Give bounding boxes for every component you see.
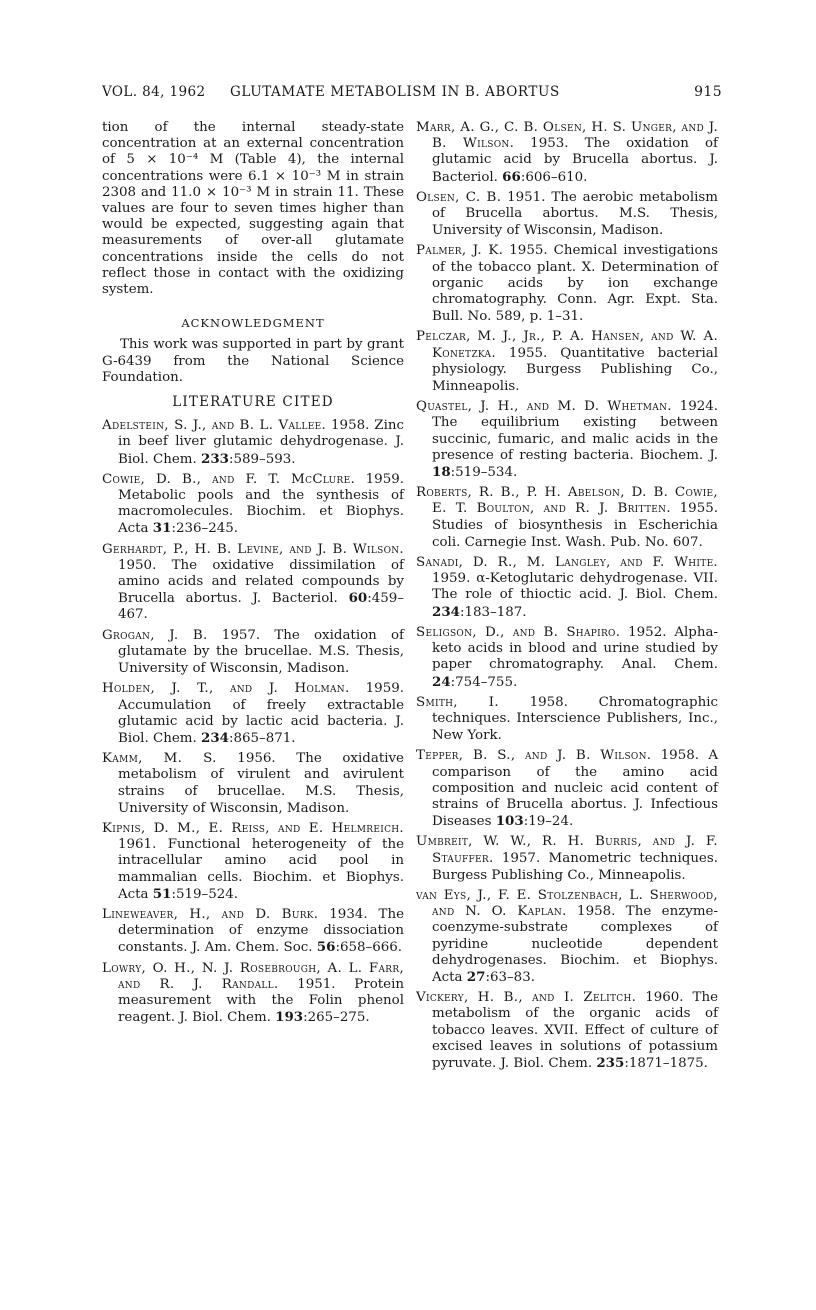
- reference-volume: 233: [201, 450, 229, 467]
- reference-details: 1959. α-Ketoglutaric dehydrogenase. VII. The role of thioctic acid. J. Biol. Chem.: [432, 571, 718, 603]
- reference-item: [102, 961, 404, 1027]
- reference-volume: 56: [316, 939, 336, 956]
- reference-item: [416, 120, 718, 186]
- reference-authors: Adelstein, S. J., and B. L. Vallee.: [102, 418, 327, 434]
- reference-volume: 234: [201, 729, 229, 746]
- reference-volume: 18: [432, 464, 451, 481]
- reference-authors: Kamm, M. S.: [102, 751, 217, 767]
- reference-item: [416, 888, 718, 986]
- reference-details: 1957. The oxidation of glutamate by the brucellae. M.S. Thesis, University of Wisconsin, Madison.: [118, 627, 404, 677]
- reference-volume: 193: [275, 1009, 304, 1026]
- reference-pages: :606–610.: [520, 169, 588, 185]
- reference-authors: Sanadi, D. R., M. Langley, and F. White.: [416, 555, 718, 571]
- page-number: 915: [694, 84, 722, 100]
- reference-item: [416, 243, 718, 325]
- reference-details: 1955. Chemical investigations of the tobacco plant. X. Determination of organic acids by ion exchange chromatography. Conn. Agr. Expt. Sta. Bull. No. 589, p. 1–31.: [432, 243, 719, 325]
- reference-item: [416, 399, 718, 481]
- reference-list-right: [416, 120, 718, 1072]
- reference-details: 1934. The determination of enzyme dissociation constants. J. Am. Chem. Soc.: [118, 906, 404, 956]
- reference-pages: :1871–1875.: [624, 1055, 708, 1071]
- reference-details: 1952. Alpha-keto acids in blood and urine studied by paper chromatography. Anal. Chem.: [432, 624, 718, 673]
- acknowledgment-text: This work was supported in part by grant G-6439 from the National Science Foundation.: [102, 337, 404, 385]
- reference-volume: 27: [466, 968, 486, 985]
- reference-details: 1957. Manometric techniques. Burgess Publishing Co., Minneapolis.: [432, 850, 718, 883]
- reference-item: [102, 542, 404, 624]
- reference-volume: 66: [502, 168, 521, 185]
- reference-details: 1924. The equilibrium existing between succinic, fumaric, and malic acids in the presence of resting bacteria. Biochem. J.: [432, 399, 719, 463]
- reference-authors: Seligson, D., and B. Shapiro.: [416, 624, 621, 640]
- reference-volume: 31: [152, 520, 172, 537]
- volume-year: VOL. 84, 1962: [102, 84, 206, 100]
- reference-volume: 235: [596, 1054, 625, 1071]
- reference-item: [102, 681, 404, 747]
- reference-details: 1958. A comparison of the amino acid composition and nucleic acid content of strains of Brucella abortus. J. Infectious Diseases: [432, 748, 718, 830]
- reference-authors: Tepper, B. S., and J. B. Wilson.: [416, 748, 652, 764]
- reference-authors: Smith, I.: [416, 694, 499, 710]
- reference-item: [102, 751, 404, 817]
- reference-details: 1958. Zinc in beef liver glutamic dehydrogenase. J. Biol. Chem.: [118, 418, 404, 467]
- reference-authors: Gerhardt, P., H. B. Levine, and J. B. Wilson.: [102, 541, 404, 557]
- reference-details: 1950. The oxidative dissimilation of amino acids and related compounds by Brucella abortus. J. Bacteriol.: [118, 557, 404, 607]
- reference-authors: Pelczar, M. J., Jr., P. A. Hansen, and W. A. Konetzka.: [416, 329, 718, 361]
- running-title: GLUTAMATE METABOLISM IN B. ABORTUS: [230, 84, 560, 100]
- reference-volume: 60: [348, 590, 368, 607]
- reference-details: 1951. The aerobic metabolism of Brucella abortus. M.S. Thesis, University of Wisconsin, Madison.: [432, 189, 718, 239]
- reference-authors: Holden, J. T., and J. Holman.: [102, 681, 350, 697]
- reference-details: 1956. The oxidative metabolism of virulent and avirulent strains of brucellae. M.S. Thesis, University of Wisconsin, Madison.: [118, 751, 404, 816]
- right-column: [416, 120, 718, 1076]
- reference-item: [416, 329, 718, 395]
- reference-details: 1960. The metabolism of the organic acids of tobacco leaves. XVII. Effect of culture of excised leaves in solutions of potassium pyruvate. J. Biol. Chem.: [432, 990, 719, 1071]
- reference-pages: :519–534.: [450, 465, 518, 481]
- reference-item: [416, 834, 718, 884]
- reference-authors: Vickery, H. B., and I. Zelitch.: [416, 990, 637, 1006]
- reference-authors: Quastel, J. H., and M. D. Whetman.: [416, 399, 672, 415]
- reference-volume: 103: [495, 813, 524, 830]
- reference-item: [102, 418, 404, 468]
- body-paragraph: tion of the internal steady-state concentration at an external concentration of 5 × 10⁻⁴ M (Table 4), the internal concentrations were 6.1 × 10⁻³ M in strain 2308 and 11.0 × 10⁻³ M in strain 11. These values are four to seven times higher than would be expected, suggesting again that measurements of over-all glutamate concentrations inside the cells do not reflect those in contact with the oxidizing system.: [102, 120, 404, 298]
- reference-authors: Cowie, D. B., and F. T. McClure.: [102, 471, 356, 487]
- reference-pages: :265–275.: [303, 1010, 370, 1026]
- reference-list-left: [102, 418, 404, 1026]
- reference-pages: :519–524.: [171, 886, 239, 902]
- reference-details: 1953. The oxidation of glutamic acid by Brucella abortus. J. Bacteriol.: [432, 136, 718, 185]
- reference-item: [416, 555, 718, 621]
- reference-authors: Olsen, C. B.: [416, 189, 502, 205]
- reference-details: 1961. Functional heterogeneity of the intracellular amino acid pool in mammalian cells. Biochim. et Biophys. Acta: [118, 837, 404, 902]
- reference-pages: :754–755.: [450, 674, 518, 690]
- reference-details: 1958. Chromatographic techniques. Interscience Publishers, Inc., New York.: [432, 694, 718, 744]
- literature-cited-heading: LITERATURE CITED: [172, 394, 334, 411]
- reference-details: 1959. Metabolic pools and the synthesis of macromolecules. Biochim. et Biophys. Acta: [118, 471, 404, 537]
- reference-pages: :236–245.: [171, 521, 239, 537]
- reference-authors: van Eys, J., F. E. Stolzenbach, L. Sherwood, and N. O. Kaplan.: [416, 887, 718, 920]
- reference-authors: Lowry, O. H., N. J. Rosebrough, A. L. Farr, and R. J. Randall.: [102, 960, 404, 992]
- running-head: [102, 84, 722, 106]
- acknowledgment-heading: ACKNOWLEDGMENT: [181, 316, 325, 331]
- reference-authors: Lineweaver, H., and D. Burk.: [102, 906, 319, 922]
- reference-item: [416, 485, 718, 551]
- reference-details: 1955. Quantitative bacterial physiology. Burgess Publishing Co., Minneapolis.: [432, 345, 718, 395]
- reference-details: 1951. Protein measurement with the Folin phenol reagent. J. Biol. Chem.: [118, 976, 404, 1026]
- reference-pages: :865–871.: [228, 730, 296, 746]
- reference-item: [102, 907, 404, 957]
- reference-authors: Kipnis, D. M., E. Reiss, and E. Helmreich.: [102, 820, 404, 836]
- reference-pages: :459–467.: [118, 591, 404, 623]
- reference-authors: Umbreit, W. W., R. H. Burris, and J. F. Stauffer.: [416, 834, 718, 866]
- reference-authors: Grogan, J. B.: [102, 627, 208, 643]
- reference-volume: 51: [152, 885, 172, 902]
- reference-details: 1959. Accumulation of freely extractable glutamic acid by lactic acid bacteria. J. Biol. Chem.: [118, 681, 405, 746]
- reference-authors: Palmer, J. K.: [416, 243, 504, 259]
- reference-details: 1958. The enzyme-coenzyme-substrate complexes of pyridine nucleotide dependent dehydrogenases. Biochim. et Biophys. Acta: [432, 904, 718, 985]
- reference-authors: Roberts, R. B., P. H. Abelson, D. B. Cowie, E. T. Boulton, and R. J. Britten.: [416, 485, 718, 517]
- reference-volume: 234: [432, 603, 460, 620]
- reference-authors: Marr, A. G., C. B. Olsen, H. S. Unger, and J. B. Wilson.: [416, 120, 718, 152]
- reference-volume: 24: [432, 673, 451, 690]
- reference-item: [102, 628, 404, 678]
- reference-item: [416, 748, 718, 830]
- reference-item: [416, 625, 718, 691]
- reference-item: [102, 472, 404, 538]
- reference-pages: :63–83.: [485, 969, 535, 985]
- reference-pages: :658–666.: [335, 940, 403, 956]
- reference-item: [416, 190, 718, 240]
- reference-pages: :19–24.: [523, 814, 574, 830]
- reference-pages: :183–187.: [459, 604, 527, 620]
- reference-pages: :589–593.: [228, 451, 296, 467]
- reference-item: [102, 821, 404, 903]
- reference-item: [416, 695, 718, 745]
- reference-details: 1955. Studies of biosynthesis in Escherichia coli. Carnegie Inst. Wash. Pub. No. 607.: [432, 501, 718, 550]
- left-column: [102, 120, 404, 1030]
- reference-item: [416, 990, 718, 1072]
